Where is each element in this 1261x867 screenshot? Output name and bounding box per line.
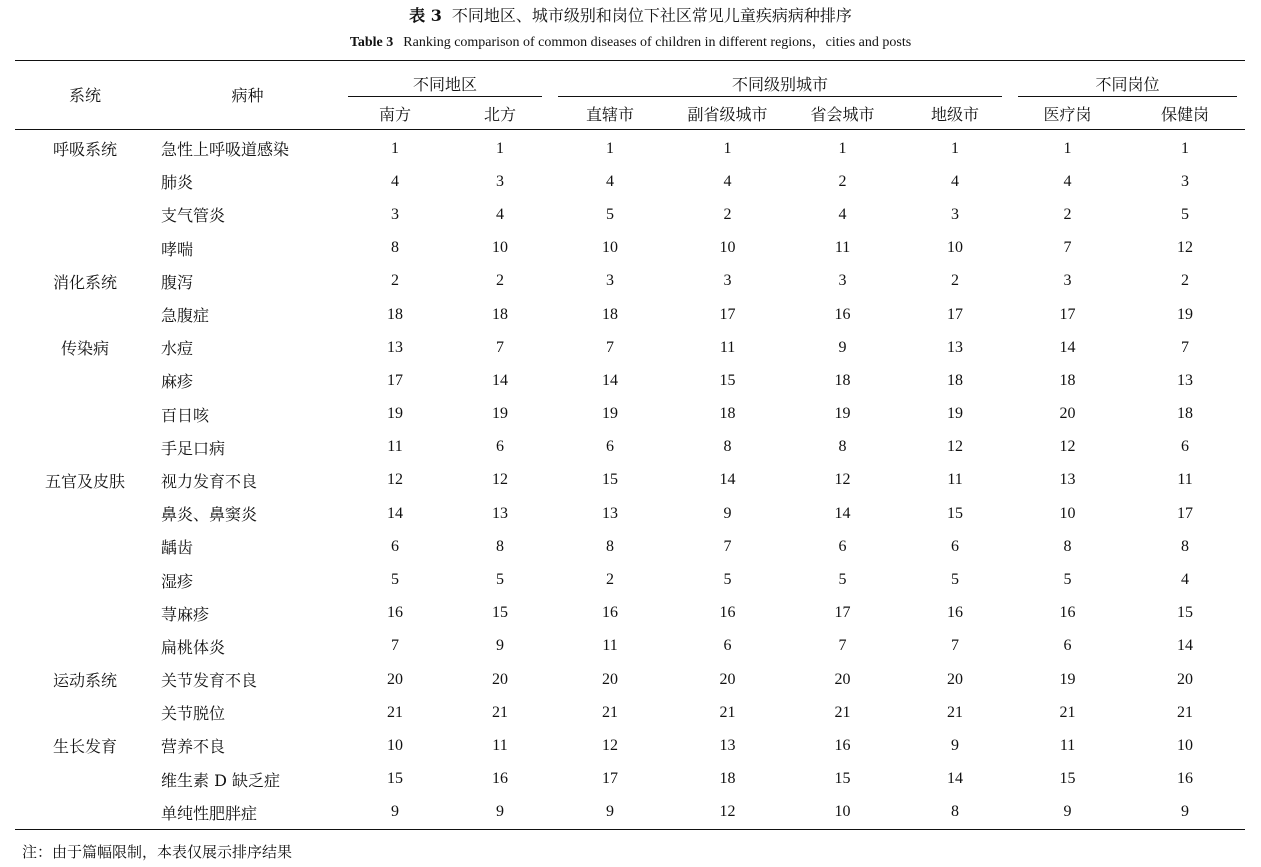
rank-cell: 1 [951,139,960,157]
disease-cell: 麻疹 [161,372,194,392]
rank-cell: 13 [492,504,508,522]
rank-cell: 10 [492,239,508,257]
system-cell [15,763,155,796]
table-note: 注：由于篇幅限制，本表仅展示排序结果 [22,843,293,861]
rank-cell: 16 [387,604,403,622]
rank-cell: 4 [1063,172,1072,190]
rank-cell: 18 [1177,405,1194,423]
disease-cell: 水痘 [161,339,194,359]
rank-cell: 19 [492,405,508,423]
rank-cell: 20 [1177,670,1194,688]
rank-cell: 9 [838,338,847,356]
system-cell: 呼吸系统 [52,140,117,160]
rank-cell: 11 [387,438,403,456]
table-row [15,796,1245,830]
rank-cell: 16 [492,770,508,788]
header-system: 系统 [68,85,101,105]
rank-cell: 15 [834,770,851,788]
rank-cell: 8 [951,803,960,821]
rank-cell: 14 [387,504,403,522]
rank-cell: 9 [1063,803,1072,821]
rank-cell: 16 [1177,770,1194,788]
rank-cell: 21 [1059,703,1076,721]
rank-cell: 7 [838,637,847,655]
rank-cell: 16 [834,736,851,754]
rank-cell: 21 [1177,703,1194,721]
rank-cell: 3 [951,205,960,223]
rank-cell: 10 [387,736,403,754]
disease-cell: 关节脱位 [161,704,226,724]
rank-cell: 12 [602,736,619,754]
disease-cell: 扁桃体炎 [161,637,226,657]
rank-cell: 9 [496,803,504,821]
disease-cell: 营养不良 [161,737,226,757]
rank-cell: 20 [1059,405,1076,423]
rank-cell: 7 [951,637,960,655]
rank-cell: 18 [1059,371,1076,389]
rank-cell: 12 [1177,239,1194,257]
rank-cell: 16 [1059,604,1076,622]
table-row [15,663,1245,696]
rank-cell: 6 [723,637,732,655]
rank-cell: 1 [723,139,732,157]
rank-cell: 19 [1059,670,1076,688]
rank-cell: 2 [838,172,847,190]
system-cell [15,431,155,464]
rank-cell: 9 [391,803,399,821]
table-caption-cn [0,5,1261,27]
rank-cell: 7 [606,338,615,356]
rank-cell: 12 [1059,438,1076,456]
rank-cell: 2 [951,272,960,290]
rank-cell: 19 [1177,305,1194,323]
rank-cell: 5 [951,571,960,589]
rank-cell: 7 [496,338,504,356]
rank-cell: 20 [947,670,964,688]
rank-cell: 21 [834,703,851,721]
table-row [15,398,1245,431]
header-column: 地级市 [931,104,980,124]
disease-cell: 急腹症 [161,306,210,326]
disease-cell: 百日咳 [161,405,210,425]
table-row [15,130,1245,166]
rank-cell: 1 [606,139,615,157]
rank-cell: 9 [496,637,504,655]
header-group-city-label: 不同级别城市 [732,75,829,94]
rank-cell: 12 [492,471,508,489]
rank-cell: 20 [387,670,403,688]
rank-cell: 17 [947,305,964,323]
rank-cell: 6 [391,537,399,555]
rank-cell: 10 [947,239,964,257]
rank-cell: 12 [719,803,736,821]
system-cell [15,497,155,530]
system-cell [15,165,155,198]
table-title-cn: 不同地区、城市级别和岗位下社区常见儿童疾病病种排序 [451,6,852,25]
rank-cell: 17 [387,371,403,389]
rank-cell: 13 [1177,371,1194,389]
system-cell [15,364,155,397]
system-cell: 五官及皮肤 [44,471,125,491]
disease-cell: 支气管炎 [161,206,226,226]
rank-cell: 19 [602,405,619,423]
disease-cell: 鼻炎、鼻窦炎 [161,505,258,525]
rank-cell: 6 [496,438,504,456]
rank-cell: 5 [391,571,399,589]
disease-cell: 视力发育不良 [161,471,258,491]
system-cell [15,232,155,265]
table-row [15,630,1245,663]
rank-cell: 3 [496,172,504,190]
rank-cell: 15 [1059,770,1076,788]
system-cell [15,696,155,729]
table-caption-en [0,33,1261,53]
rank-cell: 19 [834,405,851,423]
rank-cell: 20 [602,670,619,688]
rank-cell: 16 [834,305,851,323]
system-cell [15,630,155,663]
rank-cell: 6 [838,537,847,555]
rank-cell: 8 [723,438,732,456]
rank-cell: 14 [834,504,851,522]
disease-cell: 腹泻 [161,272,194,292]
table-row [15,729,1245,762]
rank-cell: 4 [606,172,615,190]
system-cell: 运动系统 [52,671,117,691]
rank-cell: 5 [1181,205,1190,223]
system-cell [15,563,155,596]
system-cell: 传染病 [60,339,109,359]
rank-cell: 1 [391,139,399,157]
rank-cell: 4 [496,205,504,223]
rank-cell: 8 [391,239,399,257]
rank-cell: 12 [947,438,964,456]
rank-cell: 8 [496,537,504,555]
rank-cell: 3 [723,272,732,290]
rank-cell: 9 [951,736,960,754]
rank-cell: 12 [387,471,403,489]
rank-cell: 20 [719,670,736,688]
header-column: 医疗岗 [1043,104,1092,124]
table-row [15,497,1245,530]
rank-cell: 9 [606,803,615,821]
rank-cell: 3 [1181,172,1190,190]
rank-cell: 16 [947,604,964,622]
header-group-post [1010,61,1245,98]
rank-cell: 21 [947,703,964,721]
rank-cell: 1 [1063,139,1072,157]
rank-cell: 9 [723,504,732,522]
system-cell [15,796,155,830]
rank-cell: 21 [492,703,508,721]
rank-cell: 18 [947,371,964,389]
rank-cell: 12 [834,471,851,489]
table-row [15,431,1245,464]
rank-cell: 21 [602,703,619,721]
rank-cell: 15 [1177,604,1194,622]
rank-cell: 11 [1177,471,1193,489]
rank-cell: 14 [719,471,736,489]
rank-cell: 15 [719,371,736,389]
rank-cell: 13 [1059,471,1076,489]
rank-cell: 15 [492,604,508,622]
table-row [15,696,1245,729]
rank-cell: 14 [1177,637,1194,655]
system-cell [15,398,155,431]
rank-cell: 6 [1063,637,1072,655]
system-cell: 生长发育 [52,737,117,757]
rank-cell: 11 [834,239,851,257]
rank-cell: 17 [1059,305,1076,323]
rank-cell: 18 [834,371,851,389]
rank-cell: 7 [1181,338,1190,356]
rank-cell: 15 [387,770,403,788]
header-disease: 病种 [231,85,264,105]
rank-cell: 4 [838,205,847,223]
rank-cell: 4 [723,172,732,190]
rank-cell: 5 [723,571,732,589]
rank-cell: 8 [1181,537,1190,555]
table-header [15,61,1245,130]
rank-cell: 11 [947,471,963,489]
rank-cell: 2 [496,272,504,290]
table-row [15,364,1245,397]
rank-cell: 10 [1059,504,1076,522]
rank-cell: 3 [391,205,399,223]
table-row [15,763,1245,796]
rank-cell: 7 [723,537,732,555]
header-column: 省会城市 [810,104,875,124]
table-row [15,464,1245,497]
table-title-en: Ranking comparison of common diseases of children in different regions，cities and posts [403,35,912,50]
rank-cell: 6 [951,537,960,555]
system-cell [15,530,155,563]
header-group-city [550,61,1010,98]
rank-cell: 3 [1063,272,1072,290]
rank-cell: 2 [1063,205,1072,223]
disease-cell: 肺炎 [161,173,194,193]
rank-cell: 1 [838,139,847,157]
system-cell [15,597,155,630]
disease-cell: 哮喘 [161,239,194,259]
rank-cell: 15 [602,471,619,489]
rank-cell: 15 [947,504,964,522]
rank-cell: 14 [602,371,619,389]
rank-cell: 5 [496,571,504,589]
rank-cell: 20 [834,670,851,688]
rank-cell: 17 [719,305,736,323]
rank-cell: 18 [492,305,508,323]
disease-cell: 单纯性肥胖症 [161,803,258,823]
rank-cell: 10 [602,239,619,257]
disease-cell: 荨麻疹 [161,604,210,624]
rank-cell: 5 [838,571,847,589]
header-column: 直辖市 [586,104,635,124]
rank-cell: 2 [606,571,615,589]
disease-cell: 手足口病 [161,438,226,458]
disease-cell: 湿疹 [161,571,194,591]
rank-cell: 16 [719,604,736,622]
rank-cell: 1 [496,139,504,157]
table-row [15,265,1245,298]
rank-cell: 14 [492,371,508,389]
rank-cell: 10 [1177,736,1194,754]
rank-cell: 8 [838,438,847,456]
rank-cell: 9 [1181,803,1190,821]
rank-cell: 1 [1181,139,1190,157]
rank-cell: 14 [1059,338,1076,356]
rank-cell: 17 [1177,504,1194,522]
table-row [15,298,1245,331]
disease-cell: 龋齿 [161,538,194,558]
rank-cell: 13 [602,504,619,522]
rank-cell: 6 [1181,438,1190,456]
rank-cell: 2 [391,272,399,290]
rank-cell: 4 [951,172,960,190]
rank-cell: 18 [719,770,736,788]
rank-cell: 21 [719,703,736,721]
rank-cell: 11 [492,736,508,754]
rank-cell: 3 [606,272,615,290]
table-row [15,232,1245,265]
rank-cell: 11 [1059,736,1076,754]
header-group-region [340,61,550,98]
rank-cell: 13 [719,736,736,754]
rank-cell: 13 [947,338,964,356]
rank-cell: 17 [834,604,851,622]
rank-cell: 18 [719,405,736,423]
table-label-en: Table 3 [349,35,394,50]
rank-cell: 10 [719,239,736,257]
rank-cell: 19 [387,405,403,423]
rank-cell: 5 [606,205,615,223]
system-cell: 消化系统 [52,272,117,292]
rank-cell: 11 [602,637,618,655]
header-column: 北方 [484,104,517,124]
rank-cell: 2 [1181,272,1190,290]
table-label-cn: 表 3 [409,6,442,25]
rank-cell: 21 [387,703,403,721]
rank-cell: 19 [947,405,964,423]
rank-cell: 14 [947,770,964,788]
table-row [15,563,1245,596]
rank-cell: 2 [723,205,732,223]
disease-cell: 急性上呼吸道感染 [161,140,290,160]
rank-cell: 4 [391,172,399,190]
rank-cell: 7 [1063,239,1072,257]
rank-cell: 3 [838,272,847,290]
rank-cell: 7 [391,637,399,655]
disease-cell: 关节发育不良 [161,671,258,691]
disease-cell: 维生素 D 缺乏症 [161,770,281,790]
table-row [15,597,1245,630]
header-group-region-label: 不同地区 [413,75,478,94]
rank-cell: 17 [602,770,619,788]
rank-cell: 10 [834,803,851,821]
rank-cell: 6 [606,438,615,456]
rank-cell: 20 [492,670,508,688]
rank-cell: 13 [387,338,403,356]
header-column: 保健岗 [1161,104,1210,124]
rank-cell: 16 [602,604,619,622]
table-row [15,530,1245,563]
table-body [15,130,1245,830]
header-group-post-label: 不同岗位 [1095,75,1160,94]
rank-cell: 5 [1063,571,1072,589]
rank-cell: 18 [602,305,619,323]
system-cell [15,298,155,331]
rank-cell: 8 [606,537,615,555]
system-cell [15,198,155,231]
rank-cell: 8 [1063,537,1072,555]
table-row [15,331,1245,364]
header-column: 副省级城市 [687,104,768,124]
table-row [15,198,1245,231]
rank-cell: 18 [387,305,403,323]
ranking-table [15,60,1245,830]
table-row [15,165,1245,198]
rank-cell: 11 [719,338,736,356]
rank-cell: 4 [1181,571,1190,589]
header-column: 南方 [378,104,411,124]
